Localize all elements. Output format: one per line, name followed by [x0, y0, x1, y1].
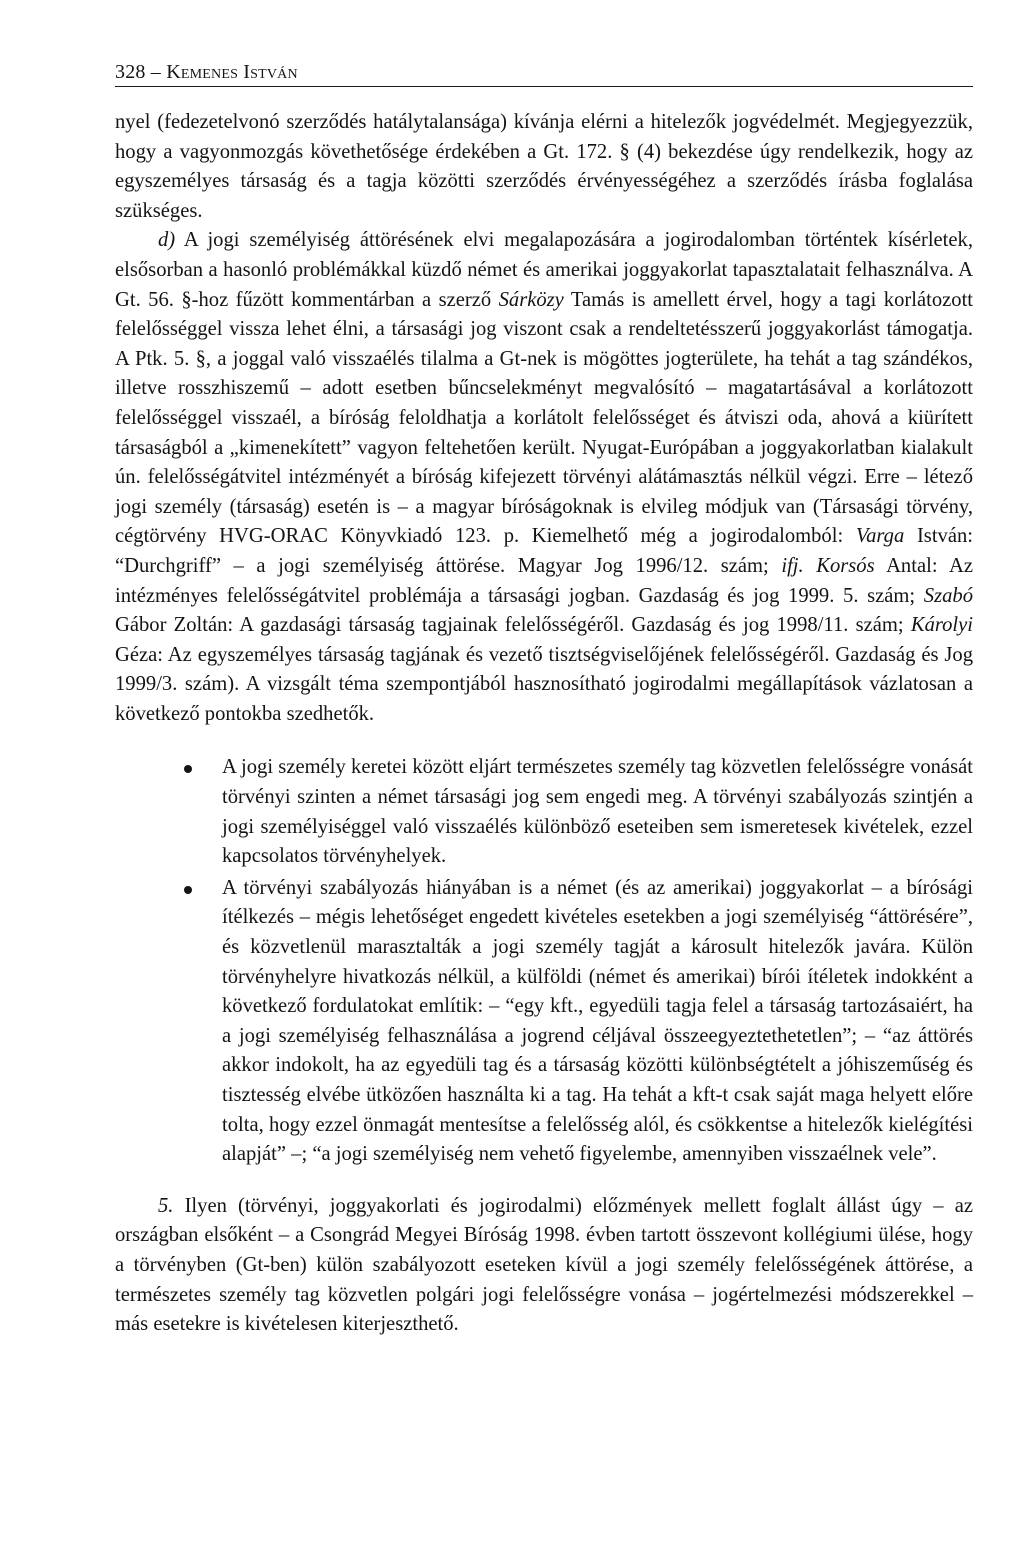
paragraph-text: Antal: Az intézményes felelősségátvitel problémája a társasági jogban. Gazdaság és jog 1999. 5. szám; — [115, 554, 973, 607]
paragraph-text: Tamás is amellett érvel, hogy a tagi korlátozott felelősséggel vissza lehet élni, a társasági jog viszont csak a rendeltetésszerű joggyakorlást támogatja. A Ptk. 5. §, a joggal való visszaélés tilalma a Gt-nek is mögöttes jogterülete, ha tehát a tag szándékos, illetve rosszhiszemű – adott esetben bűncselekményt megvalósító – magatartásával a korlátozott felelősséggel visszaél, a bíróság feloldhatja a korlátolt felelősséget és átviszi oda, ahová a kiürített társaságból a „kimenekített” vagyon feltehetően került. Nyugat-Európában a joggyakorlatban kialakult ún. felelősségátvitel intézményét a bíróság kifejezett törvényi alátámasztás nélkül végzi. Erre – létező jogi személy (társaság) esetén is – a magyar bíróságoknak is elvileg módjuk van (Társasági törvény, cégtörvény HVG-ORAC Könyvkiadó 123. p. Kiemelhető még a jogirodalomból: — [115, 288, 974, 548]
author-name: Szabó — [923, 584, 973, 607]
bullet-text: A törvényi szabályozás hiányában is a német (és az amerikai) joggyakorlat – a bírósági ítélkezés – mégis lehetőséget engedett kivételes esetekben a jogi személyiség “áttörésére”, és közvetlenül marasztalták a jogi személy tagját a károsult hitelezők javára. Külön törvényhelyre hivatkozás nélkül, a külföldi (német és amerikai) bírói ítéletek indokként a következő fordulatokat említik: – “egy kft., egyedüli tagja felel a társaság tartozásaiért, ha a jogi személyiség felhasználása a jogrend céljával összeegyeztethetetlen”; – “az áttörés akkor indokolt, ha az egyedüli tag és a társaság közötti különbségtételt a jóhiszeműség és tisztesség elvébe ütközően használta ki a tag. Ha tehát a kft-t csak saját maga helyett előre tolta, hogy ezzel önmagát mentesítse a felelősség alól, és csökkentse a hitelezők kielégítési alapját” –; “a jogi személyiség nem vehető figyelembe, amennyiben visszaélnek vele”. — [222, 876, 973, 1166]
paragraph-marker: 5. — [158, 1194, 174, 1217]
paragraph-continuation: nyel (fedezetelvonó szerződés hatálytalansága) kívánja elérni a hitelezők jogvédelmét. Megjegyezzük, hogy a vagyonmozgás követhetősége érdekében a Gt. 172. § (4) bekezdése úgy rendelkezik, hogy az egyszemélyes társaság és a tagja közötti szerződés érvényességéhez a szerződés írásba foglalása szükséges. — [115, 111, 973, 222]
paragraph-d — [115, 226, 973, 729]
paragraph-text: Géza: Az egyszemélyes társaság tagjának és vezető tisztségviselőjének felelősségéről. Gazdaság és Jog 1999/3. szám). A vizsgált téma szempontjából hasznosítható jogirodalmi megállapítások vázlatosan a következő pontokba szedhetők. — [115, 643, 973, 725]
bullet-list — [115, 753, 973, 1169]
paragraph-text: A jogi személyiség áttörésének elvi megalapozására a jogirodalomban történtek kísérletek, elsősorban a hasonló problémákkal küzdő német és amerikai joggyakorlat tapasztalatait felhasználva. A Gt. 56. §-hoz fűzött kommentárban a szerző — [115, 229, 973, 311]
bullet-dot-icon — [184, 886, 192, 894]
author-name: Károlyi — [910, 614, 973, 637]
author-name: ifj. Korsós — [781, 554, 875, 577]
paragraph-marker: d) — [158, 229, 176, 252]
author-name: Sárközy — [498, 288, 564, 311]
header-separator: – — [145, 61, 167, 83]
book-page — [115, 60, 973, 1340]
paragraph-text: Ilyen (törvényi, joggyakorlati és jogirodalmi) előzmények mellett foglalt állást úgy – az országban elsőként – a Csongrád Megyei Bíróság 1998. évben tartott összevont kollégiumi ülése, hogy a törvényben (Gt-ben) külön szabályozott eseteken kívül a jogi személy felelősségének áttörése, a természetes személy tag közvetlen polgári jogi felelősségre vonása – jogértelmezési módszerekkel – más esetekre is kivételesen kiterjeszthető. — [115, 1194, 973, 1336]
bullet-text: A jogi személy keretei között eljárt természetes személy tag közvetlen felelősségre vonását törvényi szinten a német társasági jog sem engedi meg. A törvényi szabályozás szintjén a jogi személyiséggel való visszaélés különböző eseteiben sem ismeretesek kivételek, ezzel kapcsolatos törvényhelyek. — [222, 756, 973, 868]
running-header — [115, 60, 973, 87]
author-name: Varga — [855, 525, 905, 548]
paragraph-5 — [115, 1192, 973, 1340]
body-text — [115, 108, 973, 1340]
bullet-item — [222, 874, 973, 1170]
page-number: 328 — [115, 61, 146, 83]
paragraph-text: István: “Durchgriff” – a jogi személyiség áttörése. Magyar Jog 1996/12. szám; — [115, 525, 973, 577]
bullet-item — [222, 753, 973, 871]
header-author: Kemenes István — [166, 61, 298, 83]
paragraph-text: Gábor Zoltán: A gazdasági társaság tagjainak felelősségéről. Gazdaság és jog 1998/11. szám; — [115, 614, 911, 637]
bullet-dot-icon — [184, 765, 192, 773]
